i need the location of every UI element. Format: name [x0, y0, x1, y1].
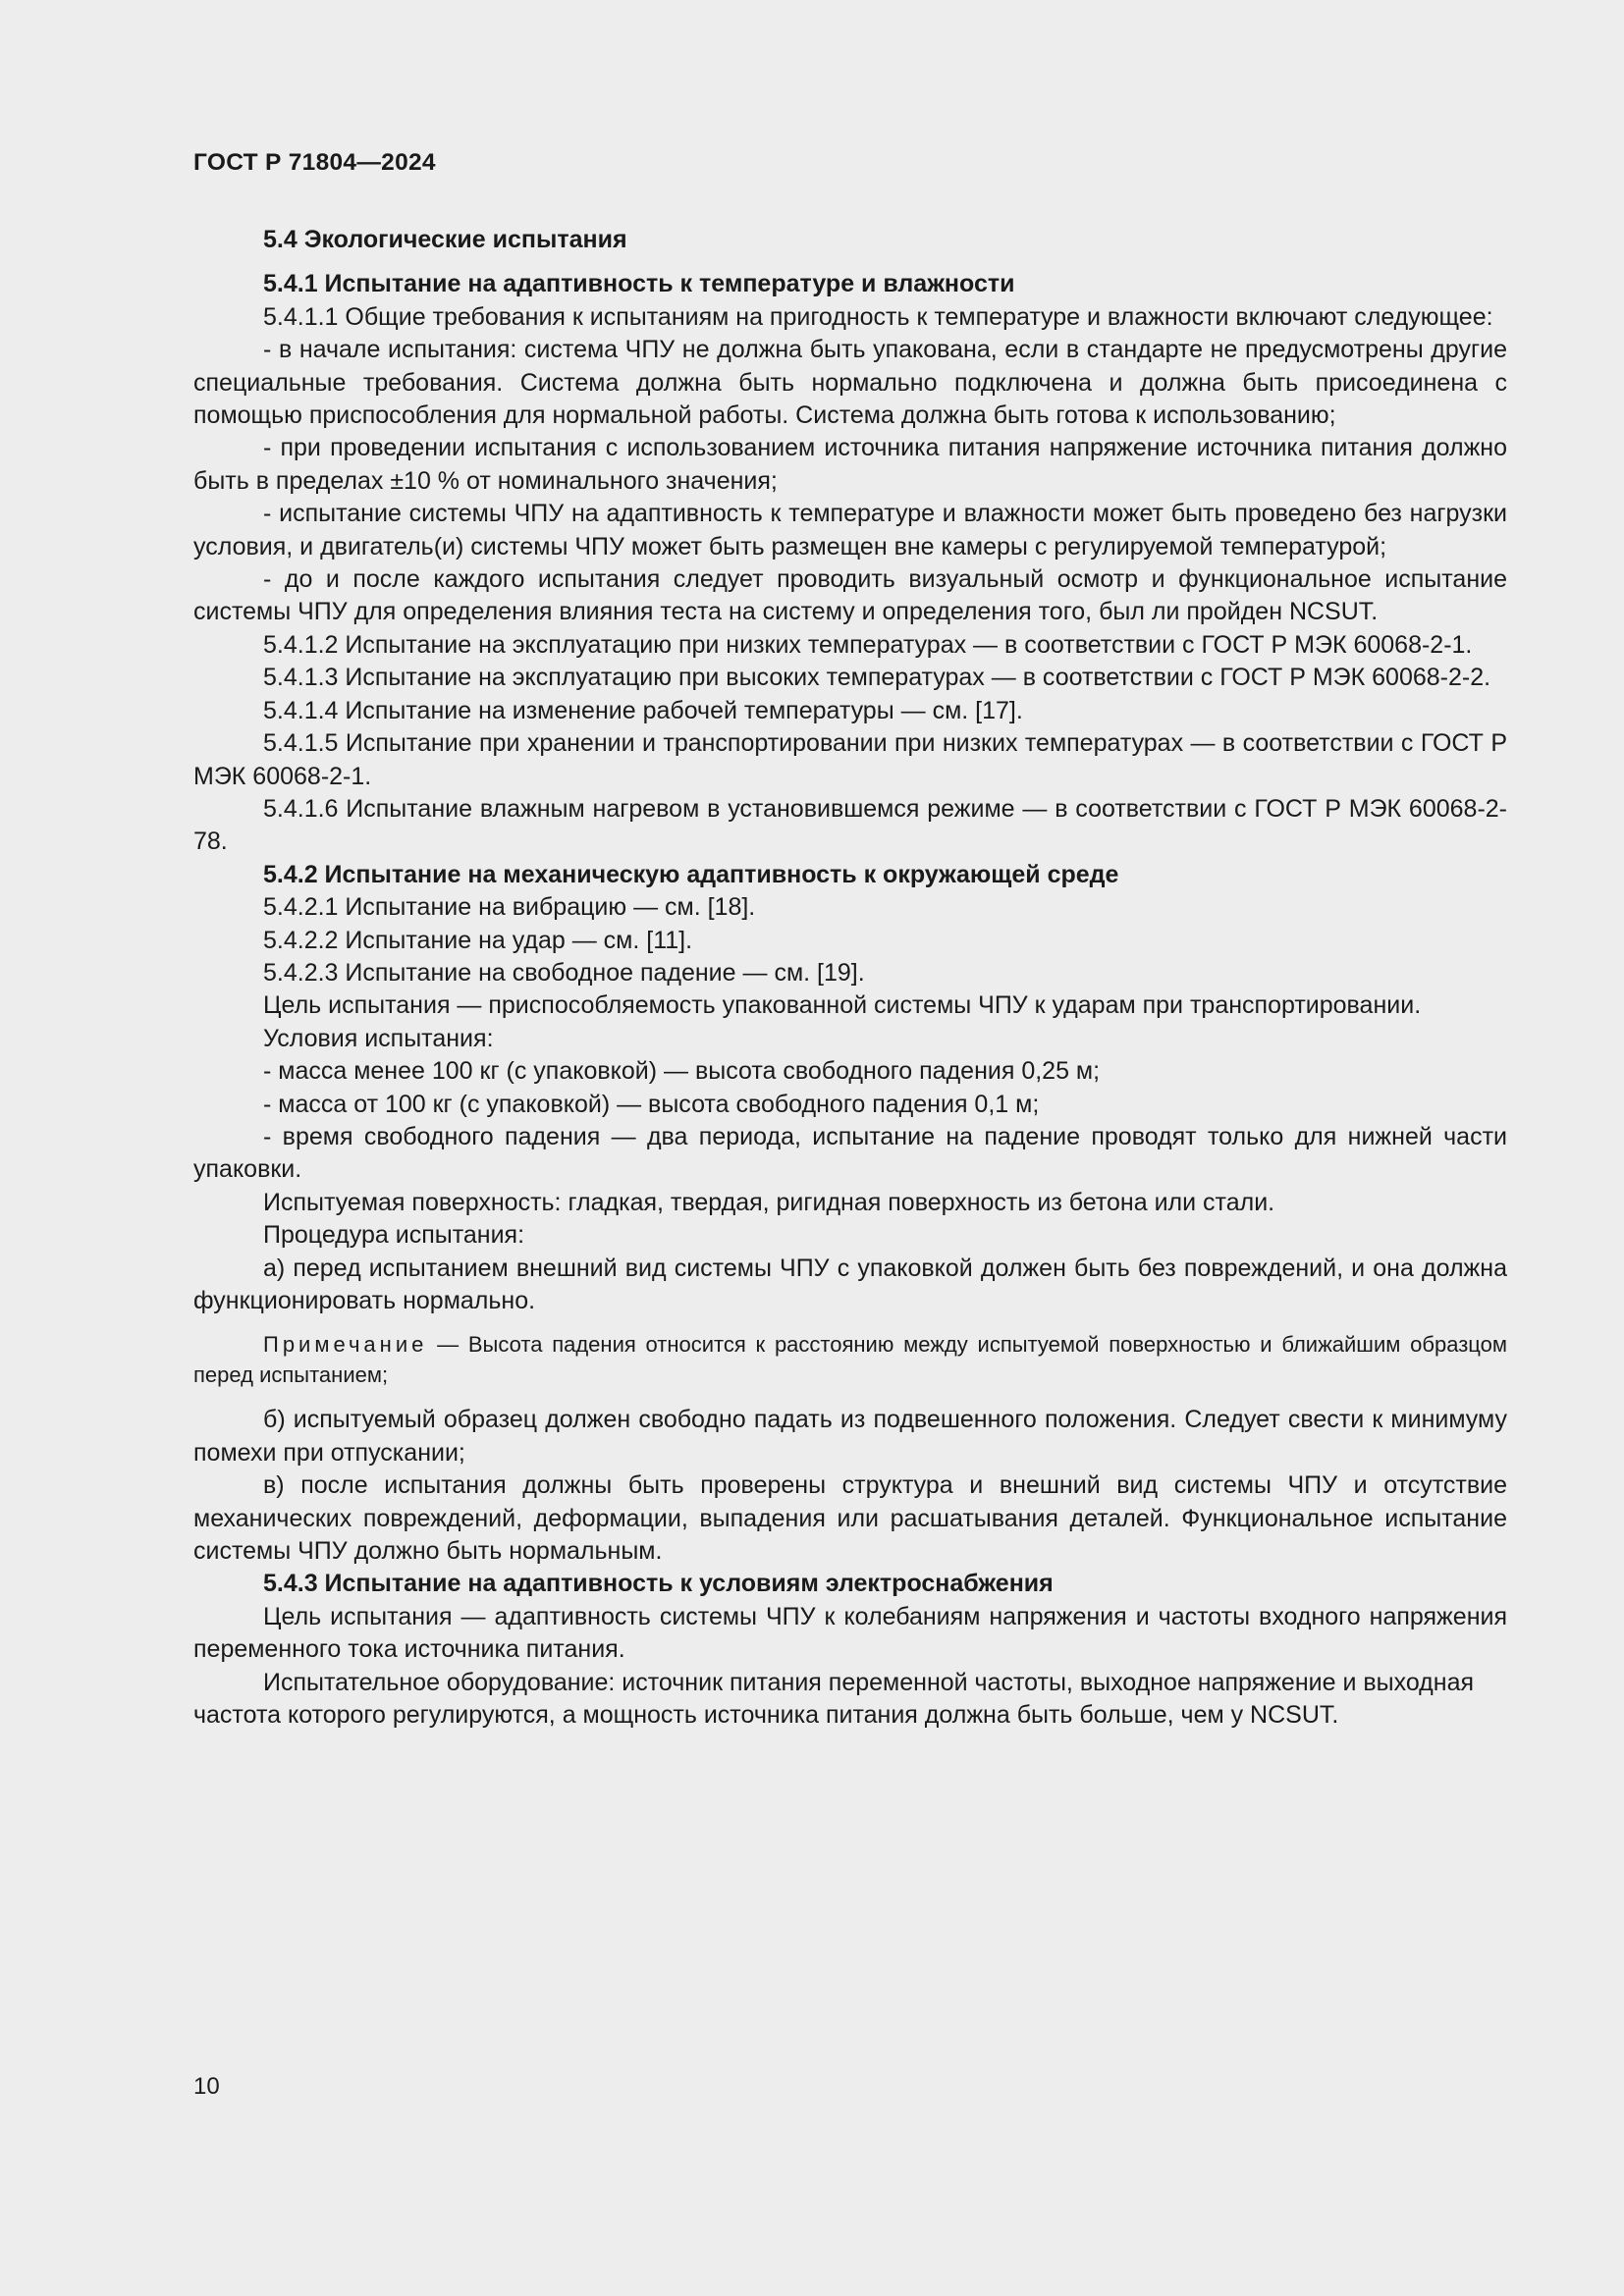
paragraph: 5.4.2.2 Испытание на удар — см. [11]. — [263, 926, 693, 954]
paragraph: 5.4.2.3 Испытание на свободное падение — см. [19]. — [263, 958, 865, 987]
list-item: - испытание системы ЧПУ на адаптивность к температуре и влажности может быть проведено без нагрузки условия, и двигатель(и) системы ЧПУ может быть размещен вне камеры с регулируемой температурой; — [193, 500, 1507, 561]
paragraph: 5.4.1.1 Общие требования к испытаниям на пригодность к температуре и влажности включают следующее: — [263, 302, 1493, 331]
paragraph: 5.4.2.1 Испытание на вибрацию — см. [18]. — [263, 893, 756, 922]
list-item: б) испытуемый образец должен свободно падать из подвешенного положения. Следует свести к минимуму помехи при отпускании; — [193, 1406, 1507, 1467]
page-number: 10 — [193, 2073, 220, 2100]
section-heading-5-4-3: 5.4.3 Испытание на адаптивность к условиям электроснабжения — [263, 1570, 1054, 1598]
paragraph: 5.4.1.4 Испытание на изменение рабочей температуры — см. [17]. — [263, 696, 1023, 724]
list-item: - до и после каждого испытания следует проводить визуальный осмотр и функциональное испытание системы ЧПУ для определения влияния теста на систему и определения того, был ли пройден NCSUT. — [193, 565, 1507, 626]
list-item: - масса от 100 кг (с упаковкой) — высота свободного падения 0,1 м; — [263, 1090, 1040, 1118]
paragraph: Цель испытания — адаптивность системы ЧПУ к колебаниям напряжения и частоты входного напряжения переменного тока источника питания. — [193, 1602, 1507, 1664]
paragraph: 5.4.1.6 Испытание влажным нагревом в установившемся режиме — в соответствии с ГОСТ Р МЭК 60068-2-78. — [193, 794, 1507, 856]
document-body — [193, 224, 1507, 1732]
paragraph: Испытуемая поверхность: гладкая, твердая, ригидная поверхность из бетона или стали. — [263, 1188, 1275, 1216]
note-label: Примечание — [263, 1332, 428, 1358]
list-item: а) перед испытанием внешний вид системы ЧПУ с упаковкой должен быть без повреждений, и она должна функционировать нормально. — [193, 1254, 1507, 1314]
section-heading-5-4-2: 5.4.2 Испытание на механическую адаптивность к окружающей среде — [263, 860, 1119, 888]
paragraph: Цель испытания — приспособляемость упакованной системы ЧПУ к ударам при транспортировании. — [263, 991, 1422, 1020]
paragraph: 5.4.1.3 Испытание на эксплуатацию при высоких температурах — в соответствии с ГОСТ Р МЭК 60068-2-2. — [263, 664, 1491, 692]
list-item: - масса менее 100 кг (с упаковкой) — высота свободного падения 0,25 м; — [263, 1057, 1101, 1086]
paragraph: Испытательное оборудование: источник питания переменной частоты, выходное напряжение и выходная частота которого регулируются, а мощность источника питания должна быть больше, чем у NCSUT. — [193, 1668, 1475, 1730]
list-item: - в начале испытания: система ЧПУ не должна быть упакована, если в стандарте не предусмотрены другие специальные требования. Система должна быть нормально подключена и должна быть присоединена с помощью приспособления для нормальной работы. Система должна быть готова к использованию; — [193, 336, 1507, 430]
paragraph: Процедура испытания: — [263, 1221, 525, 1250]
list-item: - при проведении испытания с использованием источника питания напряжение источника питания должно быть в пределах ±10 % от номинального значения; — [193, 434, 1507, 495]
paragraph: 5.4.1.2 Испытание на эксплуатацию при низких температурах — в соответствии с ГОСТ Р МЭК 60068-2-1. — [263, 630, 1473, 659]
list-item: в) после испытания должны быть проверены структура и внешний вид системы ЧПУ и отсутствие механических повреждений, деформации, выпадения или расшатывания деталей. Функциональное испытание системы ЧПУ должно быть нормальным. — [193, 1471, 1507, 1566]
section-heading-5-4-1: 5.4.1 Испытание на адаптивность к температуре и влажности — [263, 270, 1015, 298]
document-header: ГОСТ Р 71804—2024 — [193, 149, 436, 176]
paragraph: Условия испытания: — [263, 1024, 494, 1052]
section-heading-5-4: 5.4 Экологические испытания — [263, 226, 627, 253]
paragraph: 5.4.1.5 Испытание при хранении и транспортировании при низких температурах — в соответствии с ГОСТ Р МЭК 60068-2-1. — [193, 729, 1507, 790]
list-item: - время свободного падения — два периода, испытание на падение проводят только для нижней части упаковки. — [193, 1122, 1507, 1184]
note — [193, 1329, 1507, 1390]
note-text: — Высота падения относится к расстоянию между испытуемой поверхностью и ближайшим образцом перед испытанием; — [193, 1332, 1507, 1388]
